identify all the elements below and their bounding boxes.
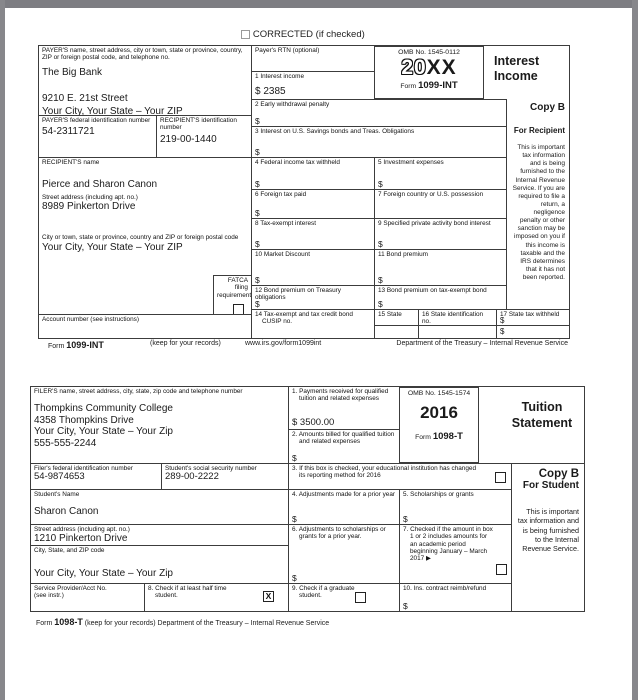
- copy-b-label-1098: Copy B: [538, 468, 579, 480]
- copy-b-column-1098: [511, 463, 584, 611]
- box10-value-1098: $: [403, 600, 408, 611]
- student-street-value: 1210 Pinkerton Drive: [34, 533, 128, 545]
- box10-value: $: [255, 274, 260, 285]
- fatca-cell: [213, 275, 251, 314]
- payer-tin-value: 54-2311721: [42, 126, 95, 138]
- box9-label: 9 Specified private activity bond interest: [378, 220, 491, 227]
- recipient-csz-label: City or town, state or province, country and ZIP or foreign postal code: [42, 233, 239, 241]
- box2-early-withdrawal: [251, 99, 506, 126]
- copy-b-label: Copy B: [530, 102, 565, 113]
- box17-value-1: $: [500, 316, 505, 325]
- form-title-area: [484, 46, 569, 99]
- box11-label: 11 Bond premium: [378, 251, 428, 258]
- box8-label: 8 Tax-exempt interest: [255, 220, 316, 227]
- recipient-notice: This is important tax information and is being furnished to the Internal Revenue Service. If you are required to file a return, a negligence penalty or other sanction may be imposed on you if this income is taxable and the IRS determines that it has not been reported.: [512, 144, 565, 281]
- reporting-method-checkbox[interactable]: [495, 472, 506, 483]
- box12-label: 12 Bond premium on Treasury obligations: [255, 287, 341, 302]
- student-ssn-label: Student's social security number: [165, 465, 257, 472]
- service-provider-label: Service Provider/Acct No.: [34, 585, 107, 592]
- box9-value: $: [378, 238, 383, 249]
- viewer-top-edge: [0, 0, 638, 8]
- box7-academic-period: [399, 524, 511, 583]
- payer-street: 9210 E. 21st Street: [42, 93, 128, 105]
- filer-tin-cell: [31, 463, 161, 489]
- payer-label: PAYER'S name, street address, city or town, state or province, country, ZIP or foreign postal code, and telephone no.: [42, 47, 243, 62]
- box1-label-1098: 1. Payments received for qualified tuition and related expenses: [292, 388, 389, 403]
- box6-label-1098: 6. Adjustments to scholarships or grants for a prior year.: [292, 526, 386, 541]
- recipient-name: Pierce and Sharon Canon: [42, 179, 158, 191]
- box17-value-2: $: [500, 327, 505, 336]
- recipient-street: 8989 Pinkerton Drive: [42, 201, 136, 213]
- box4-value: $: [255, 178, 260, 189]
- box8-half-time-student: [144, 583, 288, 611]
- for-student-label: For Student: [522, 480, 579, 491]
- box2-label-1098: 2. Amounts billed for qualified tuition and related expenses: [292, 431, 395, 446]
- box13-tax-exempt-premium: [374, 285, 506, 309]
- fatca-label: FATCA filing requirement: [217, 277, 251, 299]
- student-ssn-cell: [161, 463, 288, 489]
- box9-graduate-student: [288, 583, 399, 611]
- footer-keep-note: (keep for your records): [150, 340, 221, 347]
- account-number-label: Account number (see instructions): [42, 316, 139, 323]
- footer-department: Department of the Treasury – Internal Revenue Service: [396, 340, 568, 347]
- filer-info-cell: [31, 387, 288, 463]
- box17-state-tax: [496, 309, 569, 338]
- box9-label-1098: 9. Check if a graduate student.: [292, 585, 355, 600]
- form-number-line: Form 1099-INT: [400, 80, 458, 91]
- box4-label: 4 Federal income tax withheld: [255, 159, 340, 166]
- form-title-1098: Tuition Statement: [511, 400, 573, 430]
- recipient-name-label: RECIPIENT'S name: [42, 159, 100, 166]
- service-provider-sub: (see instr.): [34, 592, 64, 600]
- box5-value-1098: $: [403, 513, 408, 524]
- student-notice: This is important tax information and is being furnished to the Internal Revenue Service.: [517, 507, 579, 554]
- form-1098-t: [30, 386, 585, 612]
- filer-name: Thompkins Community College: [34, 403, 173, 415]
- student-street-label: Street address (including apt. no.): [34, 526, 130, 533]
- box10-insurance-refund: [399, 583, 511, 611]
- form-number-line-1098: Form 1098-T: [415, 431, 463, 442]
- form-1098-footer: [36, 612, 329, 630]
- payer-tin-label: PAYER'S federal identification number: [42, 117, 151, 124]
- recipient-tin-label: RECIPIENT'S identification number: [160, 117, 237, 132]
- box3-reporting-method: [288, 463, 511, 489]
- form-title: Interest Income: [494, 54, 540, 83]
- box10-label-1098: 10. Ins. contract reimb/refund: [403, 585, 487, 592]
- graduate-student-checkbox[interactable]: [355, 592, 366, 603]
- box5-scholarships-grants: [399, 489, 511, 524]
- filer-tin-label: Filer's federal identification number: [34, 465, 133, 472]
- corrected-label: CORRECTED (if checked): [252, 29, 365, 40]
- payer-tin-cell: [39, 115, 156, 157]
- tax-year-1098: 2016: [420, 403, 458, 422]
- box2-amounts-billed: [288, 429, 399, 463]
- box3-value: $: [255, 146, 260, 157]
- tax-year: 20XX: [401, 56, 457, 79]
- omb-year-cell-1098: [399, 387, 479, 463]
- box2-value-1098: $: [292, 452, 297, 463]
- box3-label-1098: 3. If this box is checked, your educational institution has changed its reporting method for 2016: [292, 465, 477, 480]
- account-number-cell: [39, 314, 251, 338]
- student-csz-cell: [31, 545, 288, 583]
- payer-city-state-zip: Your City, Your State – Your ZIP: [42, 105, 183, 115]
- box7-label-1098: 7. Checked if the amount in box 1 or 2 includes amounts for an academic period beginning January – March 2017 ▶: [403, 526, 493, 563]
- box11-value: $: [378, 274, 383, 285]
- box13-label: 13 Bond premium on tax-exempt bond: [378, 287, 487, 294]
- box8-label: 8. Check if at least half time student.: [148, 585, 227, 600]
- footer-form-ref-1098: Form 1098-T (keep for your records) Department of the Treasury – Internal Revenue Service: [36, 617, 330, 627]
- for-recipient-label: For Recipient: [513, 126, 565, 135]
- viewer-right-edge: [632, 0, 638, 700]
- corrected-header: [38, 29, 568, 40]
- recipient-city-state-zip: Your City, Your State – Your ZIP: [42, 242, 183, 254]
- student-ssn-value: 289-00-2222: [165, 471, 219, 483]
- box15-state: [374, 309, 418, 338]
- box9-private-activity-bond: [374, 218, 506, 249]
- box6-value: $: [255, 207, 260, 218]
- box1-value: $ 2385: [255, 86, 286, 97]
- box12-treasury-premium: [251, 285, 374, 309]
- form-1099-int: [38, 45, 570, 339]
- viewer-left-edge: [0, 0, 5, 700]
- box1-label: 1 Interest income: [255, 73, 305, 80]
- fatca-checkbox[interactable]: [233, 304, 244, 314]
- box17-label: 17 State tax withheld: [500, 311, 560, 318]
- state-row-divider: [419, 325, 496, 326]
- omb-year-cell: [374, 46, 484, 99]
- student-name-label: Student's Name: [34, 491, 80, 498]
- box4-adjustments-prior-year: [288, 489, 399, 524]
- recipient-tin-cell: [156, 115, 251, 157]
- service-provider-cell: [31, 583, 144, 611]
- box4-value-1098: $: [292, 513, 297, 524]
- payer-info-cell: [39, 46, 251, 115]
- box1-interest-income: [251, 71, 374, 99]
- filer-street: 4358 Thompkins Drive: [34, 414, 134, 426]
- box12-value: $: [255, 298, 260, 309]
- filer-phone: 555-555-2244: [34, 437, 97, 449]
- box1-value-1098: $ 3500.00: [292, 416, 335, 428]
- state-row-divider: [497, 325, 569, 326]
- half-time-student-checkbox[interactable]: [263, 591, 274, 602]
- box8-tax-exempt-interest: [251, 218, 374, 249]
- box2-label: 2 Early withdrawal penalty: [255, 101, 330, 108]
- box1-payments-received: [288, 387, 399, 429]
- recipient-street-label: Street address (including apt. no.): [42, 193, 138, 201]
- filer-tin-value: 54-9874653: [34, 471, 85, 483]
- box16-label: 16 State identification no.: [422, 311, 484, 326]
- student-name-value: Sharon Canon: [34, 506, 99, 518]
- student-csz-value: Your City, Your State – Your Zip: [34, 568, 173, 580]
- box16-state-id: [418, 309, 496, 338]
- footer-form-ref: Form 1099-INT: [48, 340, 104, 350]
- box6-label: 6 Foreign tax paid: [255, 191, 307, 198]
- box13-value: $: [378, 298, 383, 309]
- omb-number-1098: OMB No. 1545-1574: [407, 390, 471, 397]
- rtn-cell: [251, 46, 374, 71]
- box2-value: $: [255, 115, 260, 126]
- box5-label: 5 Investment expenses: [378, 159, 444, 166]
- box3-savings-bonds: [251, 126, 506, 157]
- box7-foreign-country: [374, 189, 506, 218]
- form-1099-footer: [38, 340, 568, 352]
- student-name-cell: [31, 489, 288, 524]
- student-csz-label: City, State, and ZIP code: [34, 547, 105, 554]
- copy-b-column: [506, 99, 569, 309]
- box10-label: 10 Market Discount: [255, 251, 311, 258]
- box7-label: 7 Foreign country or U.S. possession: [378, 191, 484, 198]
- box15-label: 15 State: [378, 311, 402, 318]
- state-row-divider: [375, 325, 418, 326]
- box5-label-1098: 5. Scholarships or grants: [403, 491, 474, 498]
- box14-label: 14 Tax-exempt and tax credit bond CUSIP no.: [255, 311, 353, 326]
- box4-label-1098: 4. Adjustments made for a prior year: [292, 491, 396, 498]
- box5-value: $: [378, 178, 383, 189]
- box8-value: $: [255, 238, 260, 249]
- filer-city-state-zip: Your City, Your State – Your Zip: [34, 426, 173, 438]
- box6-adjustments-scholarships: [288, 524, 399, 583]
- rtn-label: Payer's RTN (optional): [255, 47, 320, 54]
- omb-number: OMB No. 1545-0112: [398, 49, 460, 56]
- box4-federal-tax-withheld: [251, 157, 374, 189]
- box14-cusip: [251, 309, 374, 338]
- payer-name: The Big Bank: [42, 66, 103, 78]
- recipient-tin-value: 219-00-1440: [160, 133, 217, 145]
- form-title-area-1098: [479, 387, 584, 463]
- box6-value-1098: $: [292, 572, 297, 583]
- corrected-checkbox[interactable]: [241, 30, 250, 39]
- box11-bond-premium: [374, 249, 506, 285]
- box5-investment-expenses: [374, 157, 506, 189]
- filer-label: FILER'S name, street address, city, state, zip code and telephone number: [34, 388, 243, 395]
- box10-market-discount: [251, 249, 374, 285]
- footer-irs-url: www.irs.gov/form1099int: [245, 340, 322, 347]
- box6-foreign-tax: [251, 189, 374, 218]
- student-street-cell: [31, 524, 288, 545]
- box3-label: 3 Interest on U.S. Savings bonds and Treas. Obligations: [255, 128, 415, 135]
- academic-period-checkbox[interactable]: [496, 564, 507, 575]
